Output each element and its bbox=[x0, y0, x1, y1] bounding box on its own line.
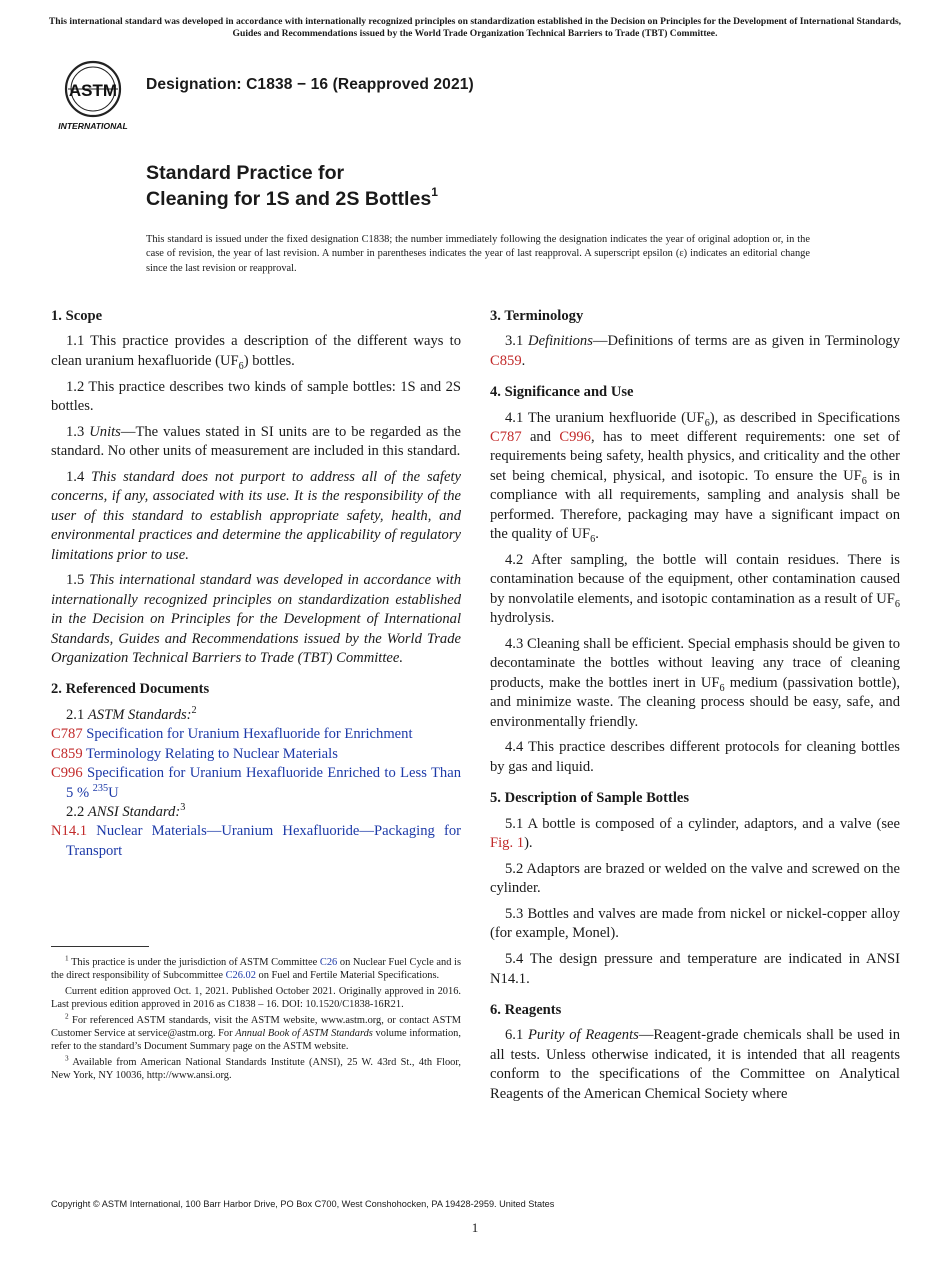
reference-c996[interactable]: C996 Specification for Uranium Hexafluoride Enriched to Less Than 5 % $^{235}$U bbox=[51, 765, 461, 801]
document-title bbox=[146, 160, 438, 212]
paragraph-4-2: 4.2 After sampling, the bottle will contain residues. There is contamination because of the equipment, other contamination caused by nonvolatile elements, and isotopic contamination as a result of $UF_6$ hydrolysis. bbox=[490, 551, 901, 627]
link-c26-02[interactable]: C26.02 bbox=[225, 970, 256, 982]
designation: Designation: C1838 − 16 (Reapproved 2021) bbox=[146, 76, 474, 93]
paragraph-5-3: 5.3 Bottles and valves are made from nickel or nickel-copper alloy (for example, Monel). bbox=[490, 905, 900, 942]
paragraph-4-3: 4.3 Cleaning shall be efficient. Special emphasis should be given to decontaminate the bottles without leaving any trace of cleaning products, make the bottles inert in $UF_6$ medium (passivation bottle), and minimize waste. The cleaning process should be easy, safe, and environmentally friendly. bbox=[490, 635, 900, 730]
page-number: 1 bbox=[471, 1220, 479, 1235]
paragraph-5-2: 5.2 Adaptors are brazed or welded on the valve and screwed on the cylinder. bbox=[490, 860, 900, 897]
right-column bbox=[490, 307, 900, 1110]
footnote-divider bbox=[51, 946, 149, 947]
paragraph-1-2: 1.2 This practice describes two kinds of sample bottles: 1S and 2S bottles. bbox=[51, 378, 461, 415]
paragraph-1-1: 1.1 This practice provides a description of the different ways to clean uranium hexafluoride $(UF_6)$ bottles. bbox=[51, 333, 461, 372]
title-footnote-mark: 1 bbox=[431, 185, 438, 200]
astm-logo bbox=[52, 58, 134, 134]
link-fig-1[interactable]: Fig. 1 bbox=[490, 834, 525, 851]
link-c859[interactable]: C859 bbox=[490, 352, 522, 369]
paragraph-2-1: 2.1 ASTM Standards:$^2$ bbox=[66, 705, 197, 723]
top-notice: This international standard was developed in accordance with internationally recognized principles on standardization established in the Decision on Principles for the Development of International Standards, Guides and Recommendations issued by the World Trade Organization Technical Barriers to Trade (TBT) Committee. bbox=[48, 16, 902, 39]
section-heading-scope: 1. Scope bbox=[51, 308, 103, 324]
reference-c859[interactable]: C859 Terminology Relating to Nuclear Materials bbox=[51, 745, 338, 762]
paragraph-4-4: 4.4 This practice describes different protocols for cleaning bottles by gas and liquid. bbox=[490, 739, 900, 775]
logo-text: ASTM bbox=[68, 81, 118, 100]
footnotes bbox=[51, 956, 461, 1085]
section-heading-description: 5. Description of Sample Bottles bbox=[490, 790, 690, 807]
title-line-2: Cleaning for 1S and 2S Bottles$^1$ bbox=[146, 185, 438, 210]
section-heading-referenced-documents: 2. Referenced Documents bbox=[51, 681, 210, 698]
reference-c787[interactable]: C787 Specification for Uranium Hexafluoride for Enrichment bbox=[51, 726, 413, 743]
reference-n14-1[interactable]: N14.1 Nuclear Materials—Uranium Hexafluoride—Packaging for Transport bbox=[51, 823, 461, 859]
link-c996[interactable]: C996 bbox=[559, 429, 591, 446]
title-line-1: Standard Practice for bbox=[146, 162, 345, 184]
link-c787[interactable]: C787 bbox=[490, 429, 522, 446]
footnote-2: $^2$ For referenced ASTM standards, visit the ASTM website, www.astm.org, or contact ASTM Customer Service at service@astm.org. For Annual Book of ASTM Standards volume information, refer to the standard’s Document Summary page on the ASTM website. bbox=[51, 1012, 461, 1053]
paragraph-1-3: 1.3 Units—The values stated in SI units are to be regarded as the standard. No other units of measurement are included in this standard. bbox=[51, 423, 461, 460]
paragraph-1-5: 1.5 This international standard was developed in accordance with internationally recognized principles on standardization established in the Decision on Principles for the Development of International Standards, Guides and Recommendations issued by the World Trade Organization Technical Barriers to Trade (TBT) Committee. bbox=[51, 572, 462, 667]
footnote-1: $^1$ This practice is under the jurisdiction of ASTM Committee C26 on Nuclear Fuel Cycle and is the direct responsibility of Subcommittee C26.02 on Fuel and Fertile Material Specifications. bbox=[51, 954, 461, 982]
footnote-edition: Current edition approved Oct. 1, 2021. Published October 2021. Originally approved in 2016. Last previous edition approved in 2016 as C1838 – 16. DOI: 10.1520/C1838-16R21. bbox=[51, 985, 461, 1011]
issued-note: This standard is issued under the fixed designation C1838; the number immediately following the designation indicates the year of original adoption or, in the case of revision, the year of last revision. A number in parentheses indicates the year of last reapproval. A superscript epsilon (ε) indicates an editorial change since the last revision or reapproval. bbox=[146, 234, 810, 274]
paragraph-5-1: 5.1 A bottle is composed of a cylinder, adaptors, and a valve (see Fig. 1). bbox=[490, 815, 900, 851]
section-heading-reagents: 6. Reagents bbox=[490, 1001, 562, 1018]
left-column bbox=[51, 307, 461, 861]
paragraph-1-4: 1.4 This standard does not purport to address all of the safety concerns, if any, associated with its use. It is the responsibility of the user of this standard to establish appropriate safety, health, and environmental practices and determine the applicability of regulatory limitations prior to use. bbox=[51, 469, 461, 563]
paragraph-5-4: 5.4 The design pressure and temperature are indicated in ANSI N14.1. bbox=[490, 951, 900, 987]
link-c26[interactable]: C26 bbox=[319, 957, 338, 968]
logo-subtext: INTERNATIONAL bbox=[58, 121, 128, 131]
paragraph-2-2: 2.2 ANSI Standard:$^3$ bbox=[66, 802, 186, 820]
section-heading-significance: 4. Significance and Use bbox=[490, 384, 634, 401]
paragraph-6-1: 6.1 Purity of Reagents—Reagent-grade chemicals shall be used in all tests. Unless otherwise indicated, it is intended that all reagents conform to the specifications of the Committee on Analytical Reagents of the American Chemical Society where bbox=[490, 1027, 900, 1102]
copyright-footer: Copyright © ASTM International, 100 Barr Harbor Drive, PO Box C700, West Conshohocken, PA 19428-2959. United States bbox=[51, 1199, 555, 1209]
paragraph-3-1: 3.1 Definitions—Definitions of terms are as given in Terminology C859. bbox=[490, 333, 900, 369]
section-heading-terminology: 3. Terminology bbox=[490, 308, 584, 324]
footnote-3: $^3$ Available from American National Standards Institute (ANSI), 25 W. 43rd St., 4th Floor, New York, NY 10036, http://www.ansi.org. bbox=[51, 1054, 461, 1082]
paragraph-4-1: 4.1 The uranium hexfluoride $(UF_6)$, as described in Specifications C787 and C996, has to meet different requirements: one set of requirements being safety, health physics, and criticality and the other set being chemical, physical, and isotopic. To ensure the $UF_6$ is in compliance with all requirements, sampling and analysis shall be performed. Therefore, packaging may have a significant impact on the quality of $UF_6$. bbox=[490, 409, 901, 545]
